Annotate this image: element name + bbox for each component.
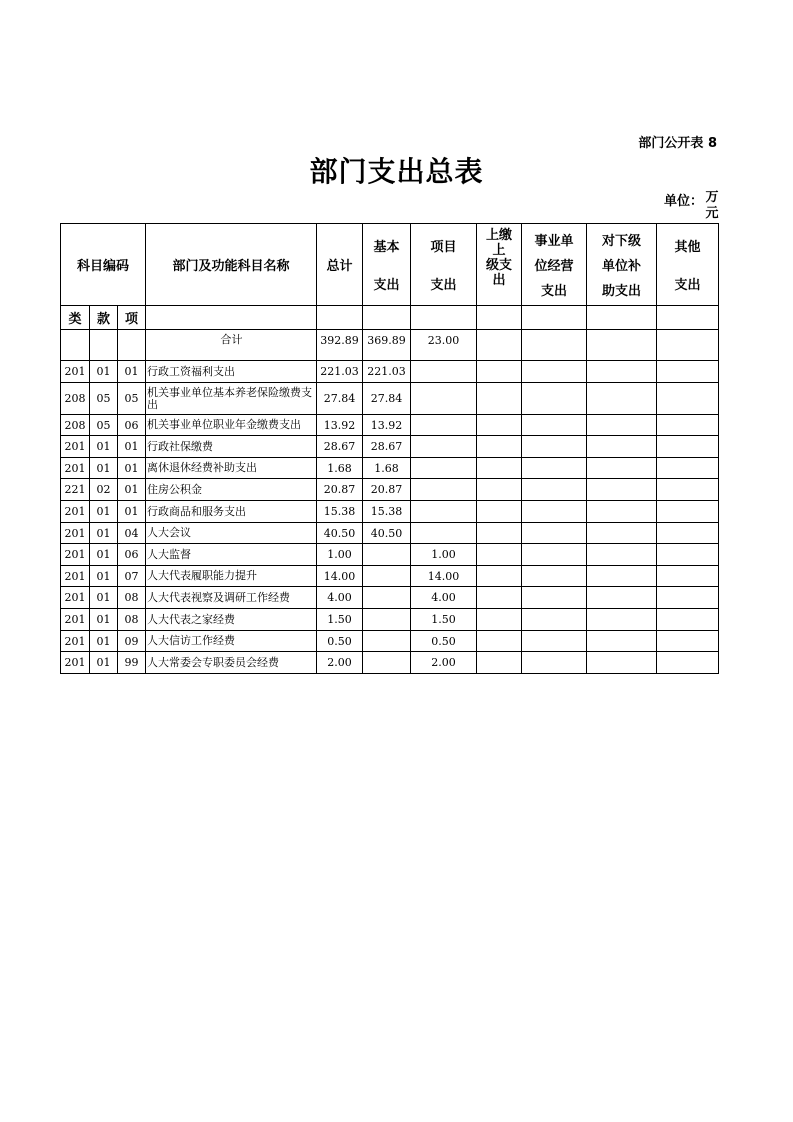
category-header-row — [61, 306, 719, 330]
total-label: 合计 — [146, 330, 317, 361]
section-code: 01 — [90, 609, 118, 631]
class-code: 201 — [61, 501, 90, 523]
section-code: 01 — [90, 566, 118, 587]
project-amount — [411, 501, 477, 523]
item-code: 06 — [118, 415, 146, 436]
item-name: 住房公积金 — [146, 479, 317, 501]
header-project — [411, 224, 477, 306]
header-total: 总计 — [317, 224, 363, 306]
total-amount: 40.50 — [317, 523, 363, 544]
item-name: 人大常委会专职委员会经费 — [146, 652, 317, 674]
header-line: 项目 — [430, 240, 457, 255]
project-amount — [411, 458, 477, 479]
basic-amount: 27.84 — [363, 383, 411, 415]
header-line: 支出 — [430, 278, 457, 293]
item-code: 99 — [118, 652, 146, 674]
class-code: 201 — [61, 436, 90, 458]
item-code: 01 — [118, 361, 146, 383]
class-code: 201 — [61, 587, 90, 609]
section-code: 02 — [90, 479, 118, 501]
table-row — [61, 383, 719, 415]
table-row — [61, 415, 719, 436]
total-amount: 14.00 — [317, 566, 363, 587]
item-name: 行政商品和服务支出 — [146, 501, 317, 523]
unit-value — [705, 190, 719, 222]
section-code: 01 — [90, 361, 118, 383]
project-amount: 0.50 — [411, 631, 477, 652]
table-row — [61, 361, 719, 383]
table-number: 部门公开表 8 — [638, 136, 717, 151]
project-amount: 1.00 — [411, 544, 477, 566]
header-line: 支出 — [540, 284, 567, 300]
total-amount: 1.68 — [317, 458, 363, 479]
item-code: 07 — [118, 566, 146, 587]
item-code: 09 — [118, 631, 146, 652]
item-name: 行政社保缴费 — [146, 436, 317, 458]
header-line: 位经营 — [534, 258, 574, 274]
header-subsidy — [587, 224, 657, 306]
item-code: 04 — [118, 523, 146, 544]
item-name: 人大会议 — [146, 523, 317, 544]
item-code: 01 — [118, 479, 146, 501]
header-class: 类 — [61, 306, 90, 330]
header-line: 对下级 — [601, 233, 641, 249]
item-code: 08 — [118, 587, 146, 609]
header-enterprise — [522, 224, 587, 306]
project-amount — [411, 361, 477, 383]
total-amount: 1.00 — [317, 544, 363, 566]
class-code: 201 — [61, 631, 90, 652]
total-amount: 15.38 — [317, 501, 363, 523]
page-title: 部门支出总表 — [309, 155, 484, 188]
header-line: 基本 — [373, 240, 400, 255]
project-amount: 4.00 — [411, 587, 477, 609]
header-line: 支出 — [373, 278, 400, 293]
table-row — [61, 436, 719, 458]
header-code: 科目编码 — [61, 224, 146, 306]
item-code: 08 — [118, 609, 146, 631]
item-code: 06 — [118, 544, 146, 566]
basic-amount: 1.68 — [363, 458, 411, 479]
section-code: 05 — [90, 383, 118, 415]
header-section: 款 — [90, 306, 118, 330]
class-code: 201 — [61, 652, 90, 674]
total-basic: 369.89 — [363, 330, 411, 361]
basic-amount — [363, 544, 411, 566]
section-code: 01 — [90, 436, 118, 458]
item-code: 01 — [118, 501, 146, 523]
section-code: 01 — [90, 587, 118, 609]
table-row — [61, 566, 719, 587]
section-code: 01 — [90, 631, 118, 652]
unit-label: 单位： — [664, 194, 704, 209]
table-row — [61, 479, 719, 501]
item-code: 01 — [118, 458, 146, 479]
item-name: 机关事业单位职业年金缴费支出 — [146, 415, 317, 436]
project-amount — [411, 415, 477, 436]
class-code: 201 — [61, 544, 90, 566]
unit-value-line: 万 — [705, 190, 719, 205]
basic-amount: 13.92 — [363, 415, 411, 436]
header-line: 上 — [492, 242, 506, 258]
header-item: 项 — [118, 306, 146, 330]
header-line: 级支 — [485, 257, 512, 273]
basic-amount: 40.50 — [363, 523, 411, 544]
table-row — [61, 544, 719, 566]
total-amount: 1.50 — [317, 609, 363, 631]
section-code: 01 — [90, 458, 118, 479]
table-row — [61, 652, 719, 674]
item-name: 离休退休经费补助支出 — [146, 458, 317, 479]
total-amount: 221.03 — [317, 361, 363, 383]
header-line: 支出 — [674, 278, 701, 293]
header-line: 其他 — [674, 240, 701, 255]
unit-value-line: 元 — [705, 206, 719, 221]
class-code: 221 — [61, 479, 90, 501]
basic-amount — [363, 587, 411, 609]
header-other — [657, 224, 719, 306]
project-amount — [411, 383, 477, 415]
project-amount — [411, 479, 477, 501]
class-code: 201 — [61, 566, 90, 587]
basic-amount: 221.03 — [363, 361, 411, 383]
basic-amount — [363, 652, 411, 674]
header-line: 单位补 — [601, 258, 641, 274]
table-row — [61, 631, 719, 652]
basic-amount — [363, 631, 411, 652]
basic-amount: 28.67 — [363, 436, 411, 458]
item-code: 01 — [118, 436, 146, 458]
class-code: 201 — [61, 523, 90, 544]
basic-amount: 20.87 — [363, 479, 411, 501]
item-name: 人大代表之家经费 — [146, 609, 317, 631]
total-amount: 20.87 — [317, 479, 363, 501]
item-name: 行政工资福利支出 — [146, 361, 317, 383]
section-code: 01 — [90, 501, 118, 523]
class-code: 208 — [61, 383, 90, 415]
total-row — [61, 330, 719, 361]
header-line: 出 — [492, 272, 506, 288]
table-row — [61, 458, 719, 479]
table-row — [61, 501, 719, 523]
total-amount: 27.84 — [317, 383, 363, 415]
total-total: 392.89 — [317, 330, 363, 361]
total-amount: 0.50 — [317, 631, 363, 652]
item-name: 人大代表履职能力提升 — [146, 566, 317, 587]
project-amount: 2.00 — [411, 652, 477, 674]
expenditure-table — [60, 223, 719, 674]
class-code: 208 — [61, 415, 90, 436]
project-amount — [411, 436, 477, 458]
total-amount: 4.00 — [317, 587, 363, 609]
item-code: 05 — [118, 383, 146, 415]
section-code: 01 — [90, 544, 118, 566]
item-name: 机关事业单位基本养老保险缴费支出 — [146, 383, 317, 415]
total-project: 23.00 — [411, 330, 477, 361]
section-code: 05 — [90, 415, 118, 436]
header-line: 事业单 — [534, 233, 574, 249]
basic-amount — [363, 609, 411, 631]
item-name: 人大代表视察及调研工作经费 — [146, 587, 317, 609]
basic-amount: 15.38 — [363, 501, 411, 523]
table-row — [61, 523, 719, 544]
header-basic — [363, 224, 411, 306]
class-code: 201 — [61, 609, 90, 631]
project-amount — [411, 523, 477, 544]
basic-amount — [363, 566, 411, 587]
total-amount: 28.67 — [317, 436, 363, 458]
section-code: 01 — [90, 523, 118, 544]
section-code: 01 — [90, 652, 118, 674]
header-name: 部门及功能科目名称 — [146, 224, 317, 306]
total-amount: 2.00 — [317, 652, 363, 674]
header-line: 上缴 — [485, 227, 512, 243]
header-upper — [477, 224, 522, 306]
class-code: 201 — [61, 458, 90, 479]
project-amount: 14.00 — [411, 566, 477, 587]
table-row — [61, 609, 719, 631]
class-code: 201 — [61, 361, 90, 383]
header-row — [61, 224, 719, 306]
header-line: 助支出 — [601, 284, 641, 300]
table-row — [61, 587, 719, 609]
total-amount: 13.92 — [317, 415, 363, 436]
item-name: 人大监督 — [146, 544, 317, 566]
item-name: 人大信访工作经费 — [146, 631, 317, 652]
project-amount: 1.50 — [411, 609, 477, 631]
